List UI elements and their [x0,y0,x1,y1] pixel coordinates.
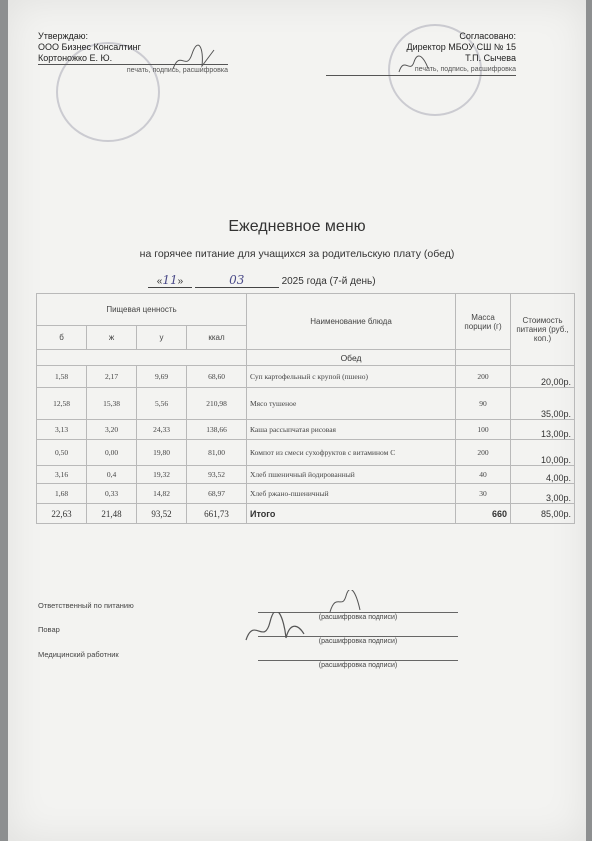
approval-org: ООО Бизнес Консалтинг [38,42,141,52]
responsible-label: Ответственный по питанию [38,601,134,610]
table-row: 3,13 3,20 24,33 138,66 Каша рассыпчатая рисовая 100 13,00р. [37,420,575,440]
protein-header: б [37,326,87,350]
section-label: Обед [247,350,456,366]
total-fat: 21,48 [87,504,137,524]
document-sheet [8,0,586,841]
date-close-quote: » [177,276,184,287]
menu-table [36,293,575,524]
cook-label: Повар [38,625,60,634]
cook-signature-caption: (расшифровка подписи) [258,636,458,645]
table-row: 0,50 0,00 19,80 81,00 Компот из смеси сухофруктов с витамином С 200 10,00р. [37,440,575,466]
cook-signature [240,612,310,652]
table-row: 12,58 15,38 5,56 210,98 Мясо тушеное 90 35,00р. [37,388,575,420]
date-year: 2025 года (7-й день) [281,276,376,287]
total-label: Итого [247,504,456,524]
table-row: 3,16 0,4 19,32 93,52 Хлеб пшеничный йодированный 40 4,00р. [37,466,575,484]
menu-subtitle: на горячее питание для учащихся за родительскую плату (обед) [139,248,455,260]
total-mass: 660 [456,504,511,524]
mass-header: Масса порции (г) [456,294,511,350]
carbs-header: у [137,326,187,350]
responsible-signature [326,590,366,616]
table-row: 1,68 0,33 14,82 68,97 Хлеб ржано-пшеничный 30 3,00р. [37,484,575,504]
agreement-caption: печать, подпись, расшифровка [326,64,516,76]
nutrition-header: Пищевая ценность [37,294,247,326]
approval-label: Утверждаю: [38,31,89,41]
total-price: 85,00р. [511,504,575,524]
approval-person: Кортоножко Е. Ю. [38,53,228,65]
medic-label: Медицинский работник [38,650,119,659]
agreement-label: Согласовано: [459,31,516,41]
total-carbs: 93,52 [137,504,187,524]
menu-title: Ежедневное меню [228,218,366,235]
approval-caption: печать, подпись, расшифровка [126,67,228,74]
agreement-position: Директор МБОУ СШ № 15 [406,42,516,52]
approval-signature [168,44,218,74]
dish-header: Наименование блюда [247,294,456,350]
total-row [37,504,575,524]
menu-date [148,273,376,288]
agreement-person: Т.П. Сычева [465,53,516,63]
fat-header: ж [87,326,137,350]
total-kcal: 661,73 [187,504,247,524]
agreement-signature [396,54,432,76]
table-row: 1,58 2,17 9,69 68,60 Суп картофельный с крупой (пшено) 200 20,00р. [37,366,575,388]
responsible-signature-caption: (расшифровка подписи) [258,612,458,621]
kcal-header: ккал [187,326,247,350]
date-day: 11 [162,273,178,287]
date-open-quote: « [156,276,163,287]
cost-header: Стоимость питания (руб., коп.) [511,294,575,366]
medic-signature-caption: (расшифровка подписи) [258,660,458,669]
date-month: 03 [195,273,279,288]
total-protein: 22,63 [37,504,87,524]
